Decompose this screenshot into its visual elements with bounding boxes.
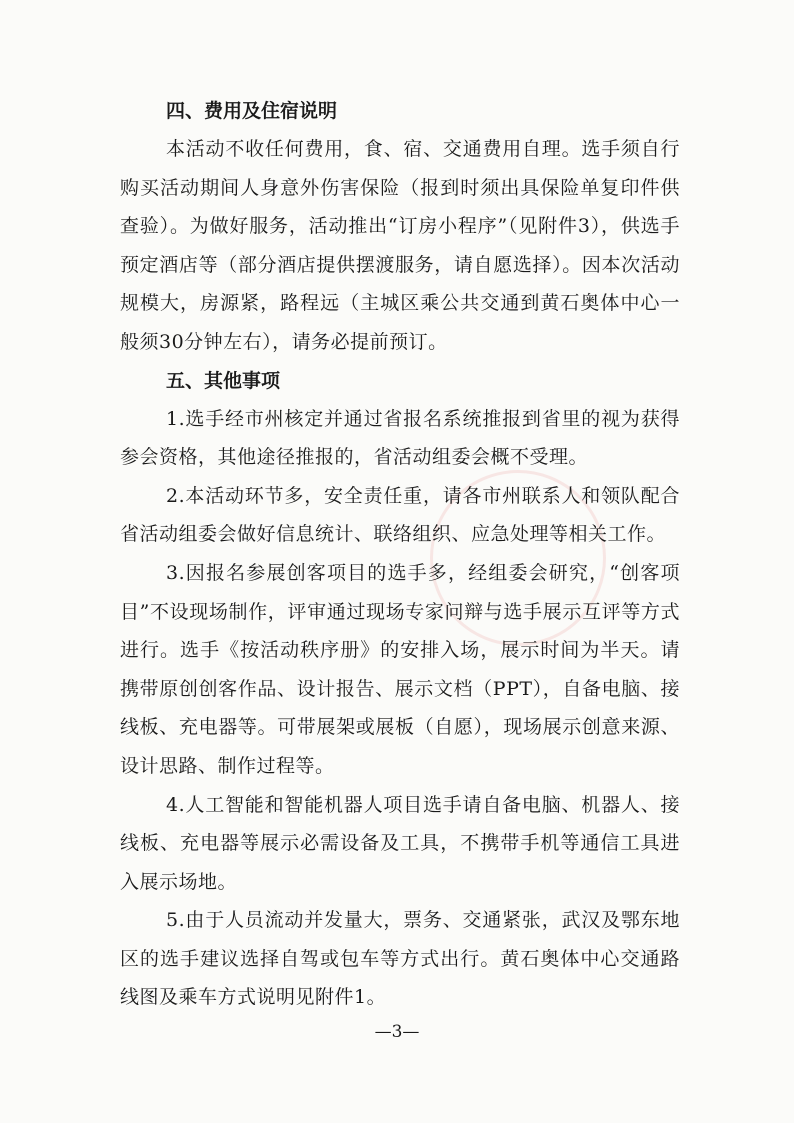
document-body [120,92,680,1017]
page-number: —3— [374,1022,420,1042]
paragraph-item-2: 2.本活动环节多，安全责任重，请各市州联系人和领队配合省活动组委会做好信息统计、联络组织、应急处理等相关工作。 [120,484,680,546]
section-heading-other: 五、其他事项 [166,369,281,392]
paragraph-item-4: 4.人工智能和智能机器人项目选手请自备电脑、机器人、接线板、充电器等展示必需设备及工具，不携带手机等通信工具进入展示场地。 [120,793,680,893]
paragraph-item-5: 5.由于人员流动并发量大，票务、交通紧张，武汉及鄂东地区的选手建议选择自驾或包车等方式出行。黄石奥体中心交通路线图及乘车方式说明见附件1。 [120,909,680,1009]
paragraph-item-3: 3.因报名参展创客项目的选手多，经组委会研究，“创客项目”不设现场制作，评审通过现场专家问辩与选手展示互评等方式进行。选手《按活动秩序册》的安排入场，展示时间为半天。请携带原创创客作品、设计报告、展示文档（PPT），自备电脑、接线板、充电器等。可带展架或展板（自愿），现场展示创意来源、设计思路、制作过程等。 [120,561,680,777]
section-heading-fees: 四、费用及住宿说明 [166,100,338,122]
paragraph-fees: 本活动不收任何费用，食、宿、交通费用自理。选手须自行购买活动期间人身意外伤害保险（报到时须出具保险单复印件供查验）。为做好服务，活动推出“订房小程序”（见附件3），供选手预定酒店等（部分酒店提供摆渡服务，请自愿选择）。因本次活动规模大，房源紧，路程远（主城区乘公共交通到黄石奥体中心一般须30分钟左右），请务必提前预订。 [120,138,680,353]
paragraph-item-1: 1.选手经市州核定并通过省报名系统推报到省里的视为获得参会资格，其他途径推报的，省活动组委会概不受理。 [120,407,680,469]
